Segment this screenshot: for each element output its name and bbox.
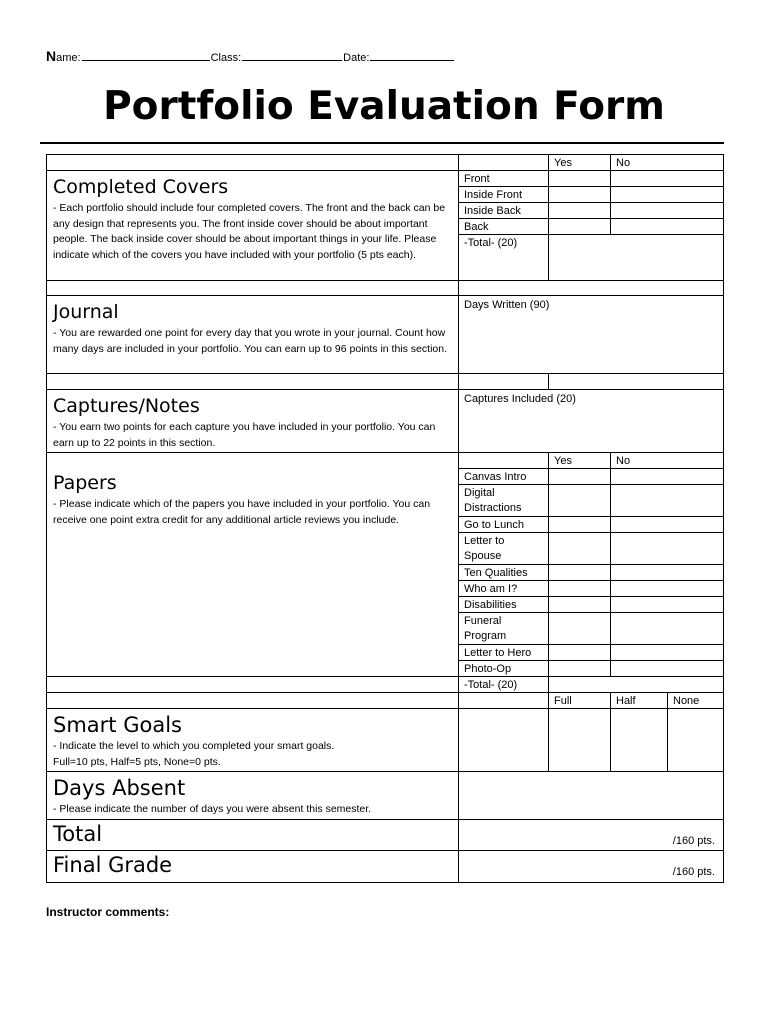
spacer-row <box>548 373 724 390</box>
paper-letter-to-hero-no[interactable] <box>610 644 724 661</box>
paper-letter-to-spouse-yes[interactable] <box>548 532 611 565</box>
smart-goals-none[interactable] <box>667 708 724 772</box>
yes-column-header: Yes <box>548 154 611 171</box>
papers-total-field[interactable] <box>548 676 724 693</box>
paper-funeral-program-label: Funeral Program <box>458 612 549 645</box>
blank-header-cell <box>458 692 549 709</box>
paper-who-am-i-no[interactable] <box>610 580 724 597</box>
papers-section <box>46 452 459 677</box>
paper-disabilities-yes[interactable] <box>548 596 611 613</box>
paper-photo-op-no[interactable] <box>610 660 724 677</box>
paper-go-to-lunch-no[interactable] <box>610 516 724 533</box>
captures-title: Captures/Notes <box>53 395 200 417</box>
cover-inside-back-label: Inside Back <box>458 202 549 219</box>
days-absent-title: Days Absent <box>53 776 186 800</box>
cover-front-no[interactable] <box>610 170 724 187</box>
instructor-comments-label: Instructor comments: <box>46 905 170 919</box>
class-field[interactable] <box>242 50 342 61</box>
paper-digital-distractions-yes[interactable] <box>548 484 611 517</box>
paper-go-to-lunch-label: Go to Lunch <box>458 516 549 533</box>
paper-funeral-program-yes[interactable] <box>548 612 611 645</box>
evaluation-table <box>46 154 724 883</box>
paper-letter-to-hero-yes[interactable] <box>548 644 611 661</box>
journal-title: Journal <box>53 301 119 323</box>
cover-inside-back-yes[interactable] <box>548 202 611 219</box>
cover-back-no[interactable] <box>610 218 724 235</box>
yes-column-header: Yes <box>548 452 611 469</box>
cover-back-yes[interactable] <box>548 218 611 235</box>
paper-canvas-intro-yes[interactable] <box>548 468 611 485</box>
papers-title: Papers <box>53 472 117 494</box>
paper-disabilities-label: Disabilities <box>458 596 549 613</box>
spacer-row <box>46 373 459 390</box>
paper-ten-qualities-label: Ten Qualities <box>458 564 549 581</box>
paper-letter-to-spouse-label: Letter to Spouse <box>458 532 549 565</box>
name-label-initial: N <box>46 48 57 64</box>
days-absent-description: - Please indicate the number of days you were absent this semester. <box>53 803 372 815</box>
papers-description: - Please indicate which of the papers you have included in your portfolio. You can receive one point extra credit for any additional article reviews you include. <box>53 498 431 526</box>
days-absent-section <box>46 771 459 820</box>
no-column-header: No <box>610 452 724 469</box>
smart-goals-half[interactable] <box>610 708 668 772</box>
paper-funeral-program-no[interactable] <box>610 612 724 645</box>
cover-front-yes[interactable] <box>548 170 611 187</box>
captures-description: - You earn two points for each capture you have included in your portfolio. You can earn up to 22 points in this section. <box>53 421 436 449</box>
paper-canvas-intro-no[interactable] <box>610 468 724 485</box>
blank-header-cell <box>46 692 459 709</box>
blank-header-cell <box>458 452 549 469</box>
student-info-line <box>46 48 455 64</box>
no-column-header: No <box>610 154 724 171</box>
days-written-field[interactable]: Days Written (90) <box>458 295 724 374</box>
total-points-label: /160 pts. <box>672 835 715 847</box>
covers-title: Completed Covers <box>53 176 229 198</box>
paper-digital-distractions-label: Digital Distractions <box>458 484 549 517</box>
cover-inside-front-yes[interactable] <box>548 186 611 203</box>
final-grade-field[interactable] <box>458 850 724 883</box>
paper-photo-op-yes[interactable] <box>548 660 611 677</box>
title-divider <box>40 142 724 144</box>
smart-goals-section <box>46 708 459 772</box>
spacer-row <box>458 280 724 296</box>
paper-disabilities-no[interactable] <box>610 596 724 613</box>
journal-description: - You are rewarded one point for every day that you wrote in your journal. Count how many days are included in your portfolio. You can earn up to 96 points in this section. <box>53 327 447 355</box>
smart-goals-description: - Indicate the level to which you completed your smart goals. <box>53 740 335 752</box>
blank-header-cell <box>46 154 459 171</box>
covers-description: - Each portfolio should include four completed covers. The front and the back can be any design that represents you. The front inside cover should be about important people. The back inside cover should be about important things in your life. Please indicate which of the covers you have included with your portfolio (5 pts each). <box>53 202 446 261</box>
final-grade-title: Final Grade <box>53 853 173 877</box>
covers-total-field[interactable] <box>548 234 724 281</box>
cover-front-label: Front <box>458 170 549 187</box>
smart-goals-full[interactable] <box>548 708 611 772</box>
paper-go-to-lunch-yes[interactable] <box>548 516 611 533</box>
final-grade-points-label: /160 pts. <box>672 866 715 878</box>
final-grade-section <box>46 850 459 883</box>
spacer-row <box>46 280 459 296</box>
paper-canvas-intro-label: Canvas Intro <box>458 468 549 485</box>
captures-section <box>46 389 459 453</box>
class-label: Class: <box>210 52 242 64</box>
smart-goals-scoring: Full=10 pts, Half=5 pts, None=0 pts. <box>53 755 221 768</box>
total-title: Total <box>53 822 103 846</box>
smart-goals-title: Smart Goals <box>53 713 182 737</box>
paper-ten-qualities-yes[interactable] <box>548 564 611 581</box>
half-column-header: Half <box>610 692 668 709</box>
journal-section <box>46 295 459 374</box>
cover-inside-front-label: Inside Front <box>458 186 549 203</box>
paper-who-am-i-yes[interactable] <box>548 580 611 597</box>
paper-photo-op-label: Photo-Op <box>458 660 549 677</box>
total-field[interactable] <box>458 819 724 851</box>
spacer-row <box>458 373 549 390</box>
name-field[interactable] <box>82 50 210 61</box>
captures-included-field[interactable]: Captures Included (20) <box>458 389 724 453</box>
paper-ten-qualities-no[interactable] <box>610 564 724 581</box>
blank-header-cell <box>458 154 549 171</box>
spacer-row <box>46 676 459 693</box>
smart-goals-blank <box>458 708 549 772</box>
cover-inside-front-no[interactable] <box>610 186 724 203</box>
date-label: Date: <box>343 52 370 64</box>
paper-digital-distractions-no[interactable] <box>610 484 724 517</box>
full-column-header: Full <box>548 692 611 709</box>
covers-section <box>46 170 459 281</box>
cover-back-label: Back <box>458 218 549 235</box>
date-field[interactable] <box>370 50 454 61</box>
days-absent-field[interactable] <box>458 771 724 820</box>
none-column-header: None <box>667 692 724 709</box>
total-section <box>46 819 459 851</box>
page-title: Portfolio Evaluation Form <box>103 84 665 129</box>
paper-letter-to-spouse-no[interactable] <box>610 532 724 565</box>
paper-who-am-i-label: Who am I? <box>458 580 549 597</box>
cover-inside-back-no[interactable] <box>610 202 724 219</box>
paper-letter-to-hero-label: Letter to Hero <box>458 644 549 661</box>
papers-total-label: -Total- (20) <box>458 676 549 693</box>
name-label: ame: <box>56 52 81 64</box>
covers-total-label: -Total- (20) <box>458 234 549 281</box>
